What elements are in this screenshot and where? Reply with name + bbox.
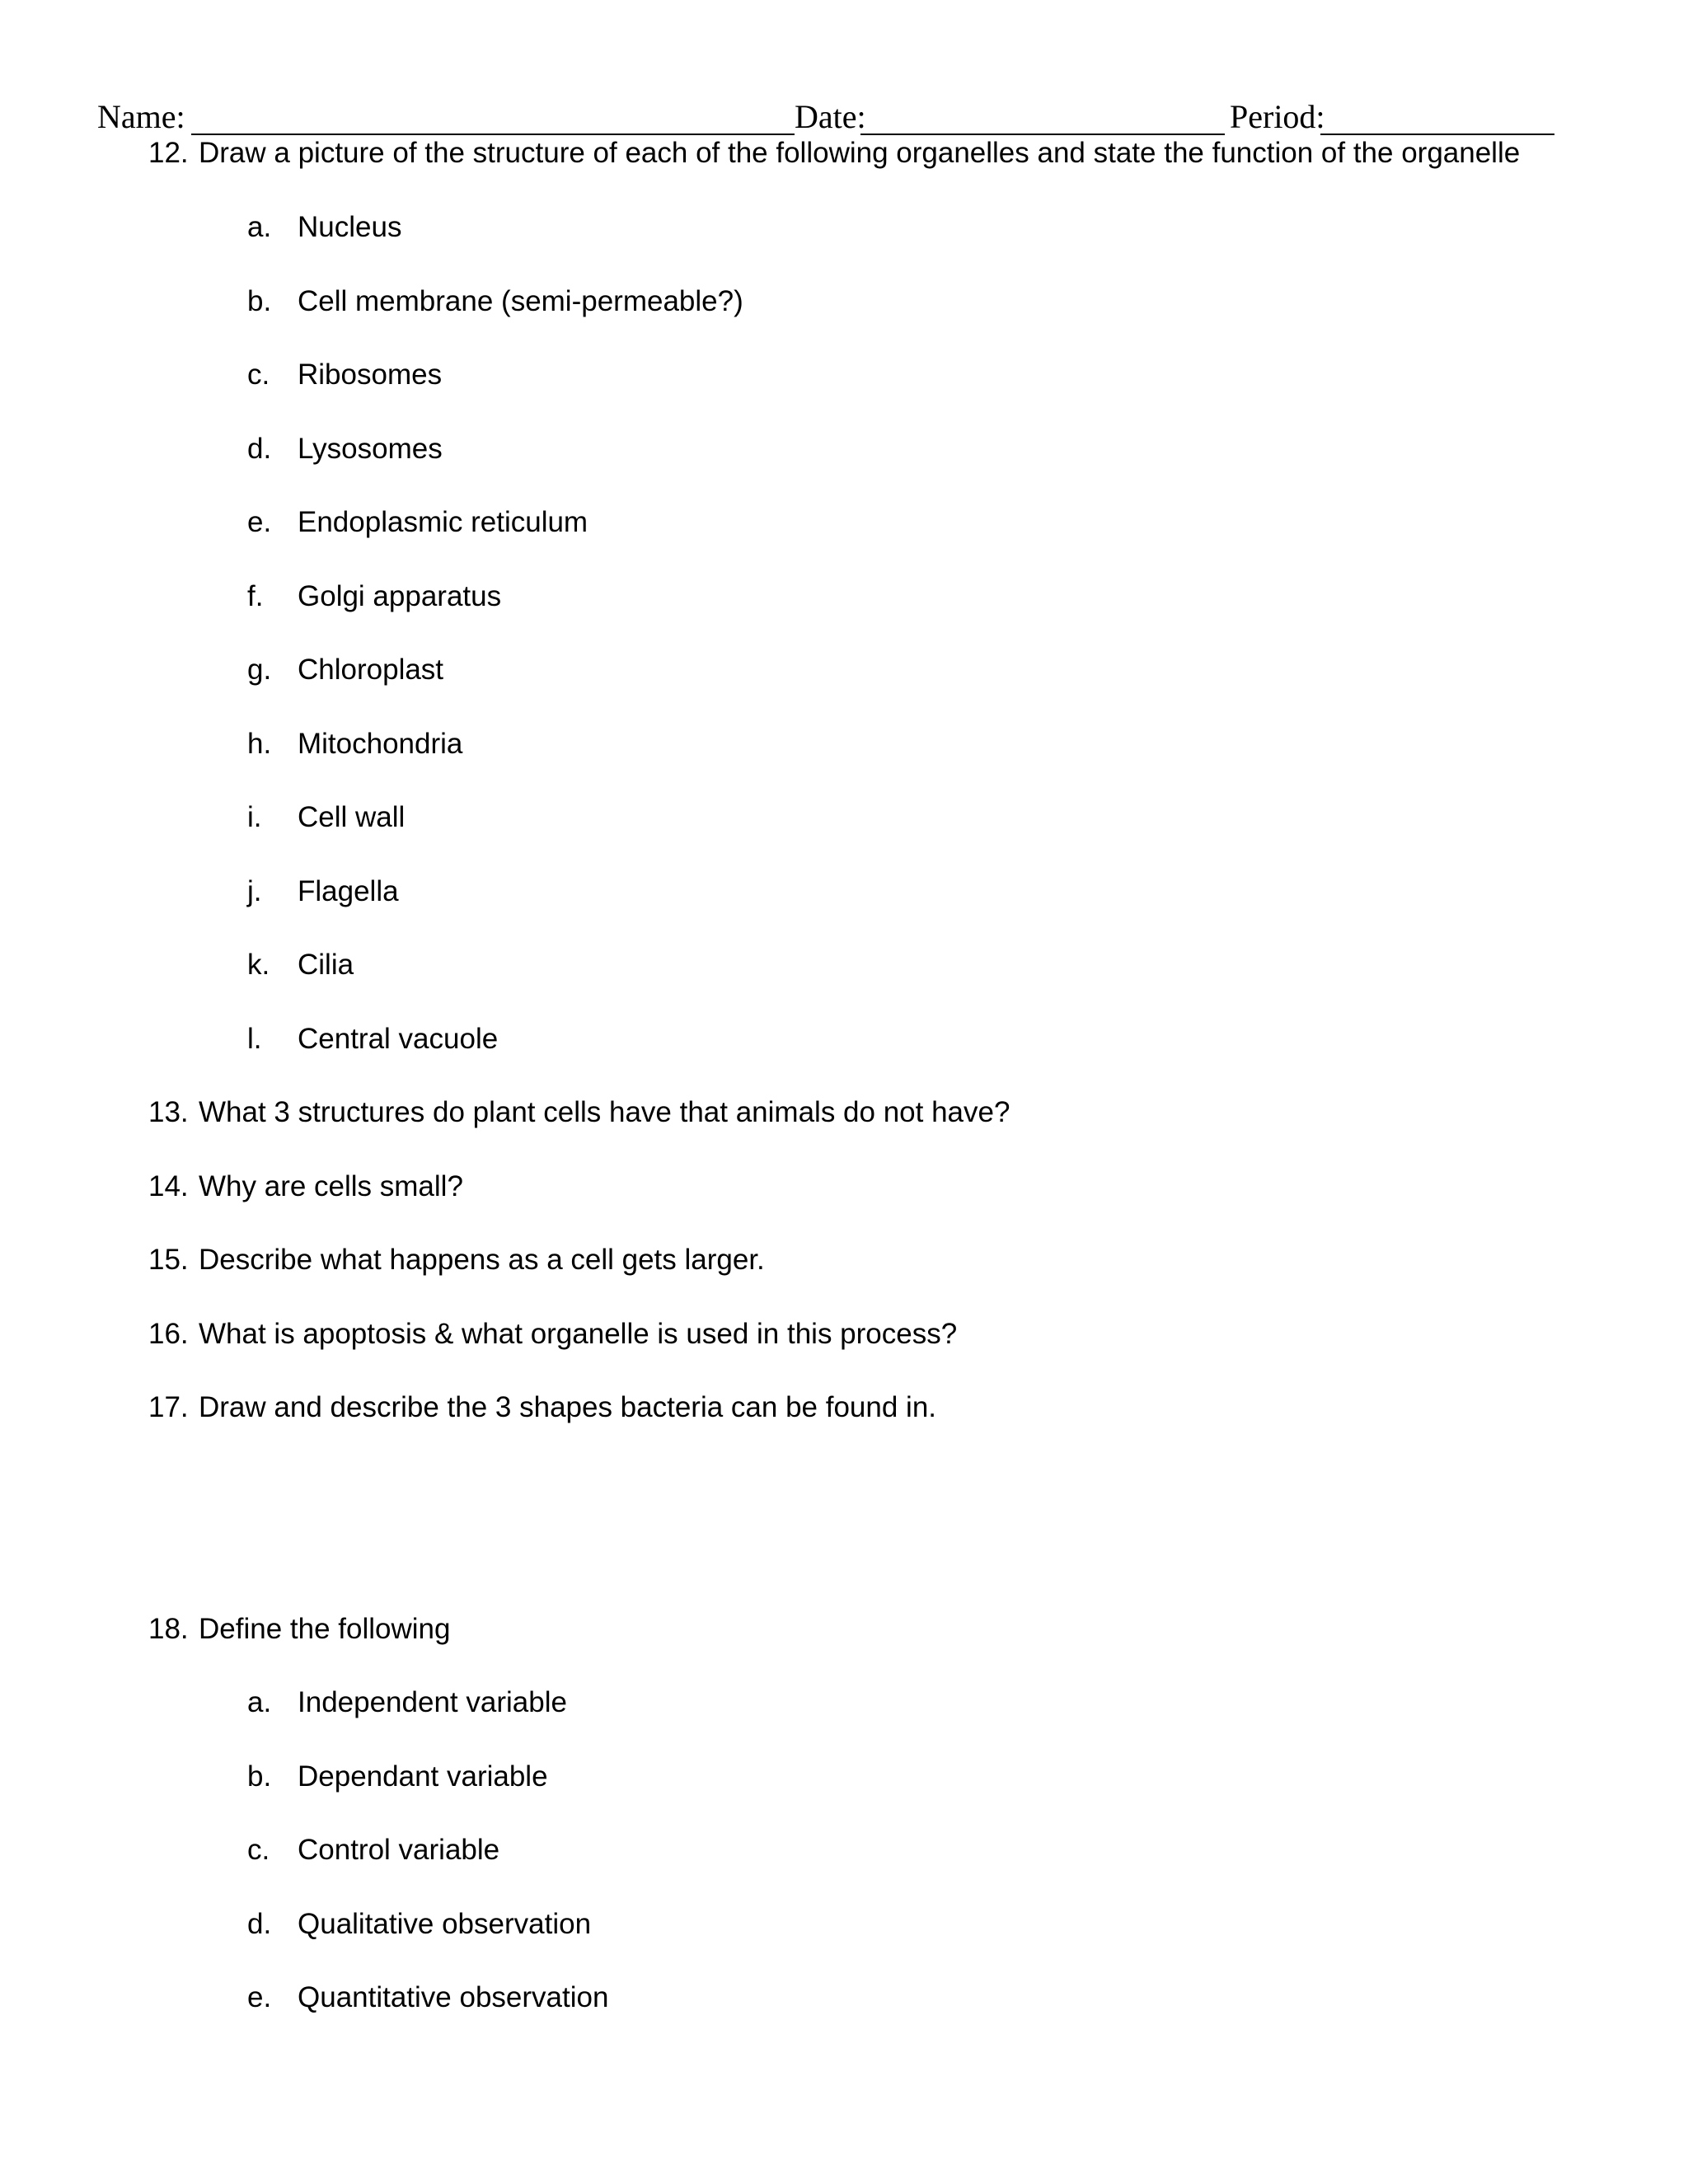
question-number: 15. bbox=[148, 1244, 189, 1276]
sub-item-text: Chloroplast bbox=[298, 654, 444, 686]
sub-item-letter: l. bbox=[247, 1023, 262, 1055]
question-text: What is apoptosis & what organelle is used in this process? bbox=[199, 1318, 958, 1350]
sub-item-letter: d. bbox=[247, 433, 272, 465]
sub-item-text: Qualitative observation bbox=[298, 1908, 592, 1940]
question-number: 16. bbox=[148, 1318, 189, 1350]
question-number: 13. bbox=[148, 1096, 189, 1128]
sub-item-letter: g. bbox=[247, 654, 272, 686]
sub-item-text: Central vacuole bbox=[298, 1023, 499, 1055]
sub-item-letter: e. bbox=[247, 506, 272, 538]
date-label: Date: bbox=[795, 98, 866, 135]
sub-item-letter: b. bbox=[247, 285, 272, 317]
sub-item-text: Dependant variable bbox=[298, 1760, 548, 1793]
sub-item-text: Ribosomes bbox=[298, 359, 443, 391]
question-number: 14. bbox=[148, 1170, 189, 1202]
question-text: Why are cells small? bbox=[199, 1170, 463, 1202]
sub-item-letter: f. bbox=[247, 580, 264, 612]
sub-item-text: Quantitative observation bbox=[298, 1981, 609, 2013]
question-number: 12. bbox=[148, 137, 189, 169]
period-label: Period: bbox=[1230, 98, 1325, 135]
question-text: What 3 structures do plant cells have that animals do not have? bbox=[199, 1096, 1010, 1128]
sub-item-letter: i. bbox=[247, 801, 262, 833]
sub-item-letter: j. bbox=[247, 875, 262, 907]
question-number: 18. bbox=[148, 1613, 189, 1645]
sub-item-text: Cilia bbox=[298, 949, 354, 981]
sub-item-letter: d. bbox=[247, 1908, 272, 1940]
sub-item-letter: h. bbox=[247, 728, 272, 760]
sub-item-letter: a. bbox=[247, 211, 272, 243]
sub-item-letter: c. bbox=[247, 1834, 270, 1866]
sub-item-text: Cell wall bbox=[298, 801, 406, 833]
sub-item-text: Lysosomes bbox=[298, 433, 443, 465]
worksheet-header bbox=[97, 92, 1581, 142]
sub-item-text: Nucleus bbox=[298, 211, 402, 243]
sub-item-text: Control variable bbox=[298, 1834, 500, 1866]
sub-item-letter: a. bbox=[247, 1686, 272, 1718]
question-text: Draw and describe the 3 shapes bacteria can be found in. bbox=[199, 1391, 937, 1423]
name-label: Name: bbox=[97, 98, 185, 135]
sub-item-text: Golgi apparatus bbox=[298, 580, 502, 612]
sub-item-text: Independent variable bbox=[298, 1686, 567, 1718]
sub-item-letter: k. bbox=[247, 949, 270, 981]
question-text: Define the following bbox=[199, 1613, 451, 1645]
question-number: 17. bbox=[148, 1391, 189, 1423]
sub-item-text: Endoplasmic reticulum bbox=[298, 506, 588, 538]
question-text: Describe what happens as a cell gets larger. bbox=[199, 1244, 765, 1276]
sub-item-text: Cell membrane (semi-permeable?) bbox=[298, 285, 743, 317]
sub-item-letter: c. bbox=[247, 359, 270, 391]
sub-item-text: Flagella bbox=[298, 875, 399, 907]
sub-item-text: Mitochondria bbox=[298, 728, 463, 760]
sub-item-letter: b. bbox=[247, 1760, 272, 1793]
sub-item-letter: e. bbox=[247, 1981, 272, 2013]
question-text: Draw a picture of the structure of each of the following organelles and state the function of the organelle bbox=[199, 137, 1521, 169]
